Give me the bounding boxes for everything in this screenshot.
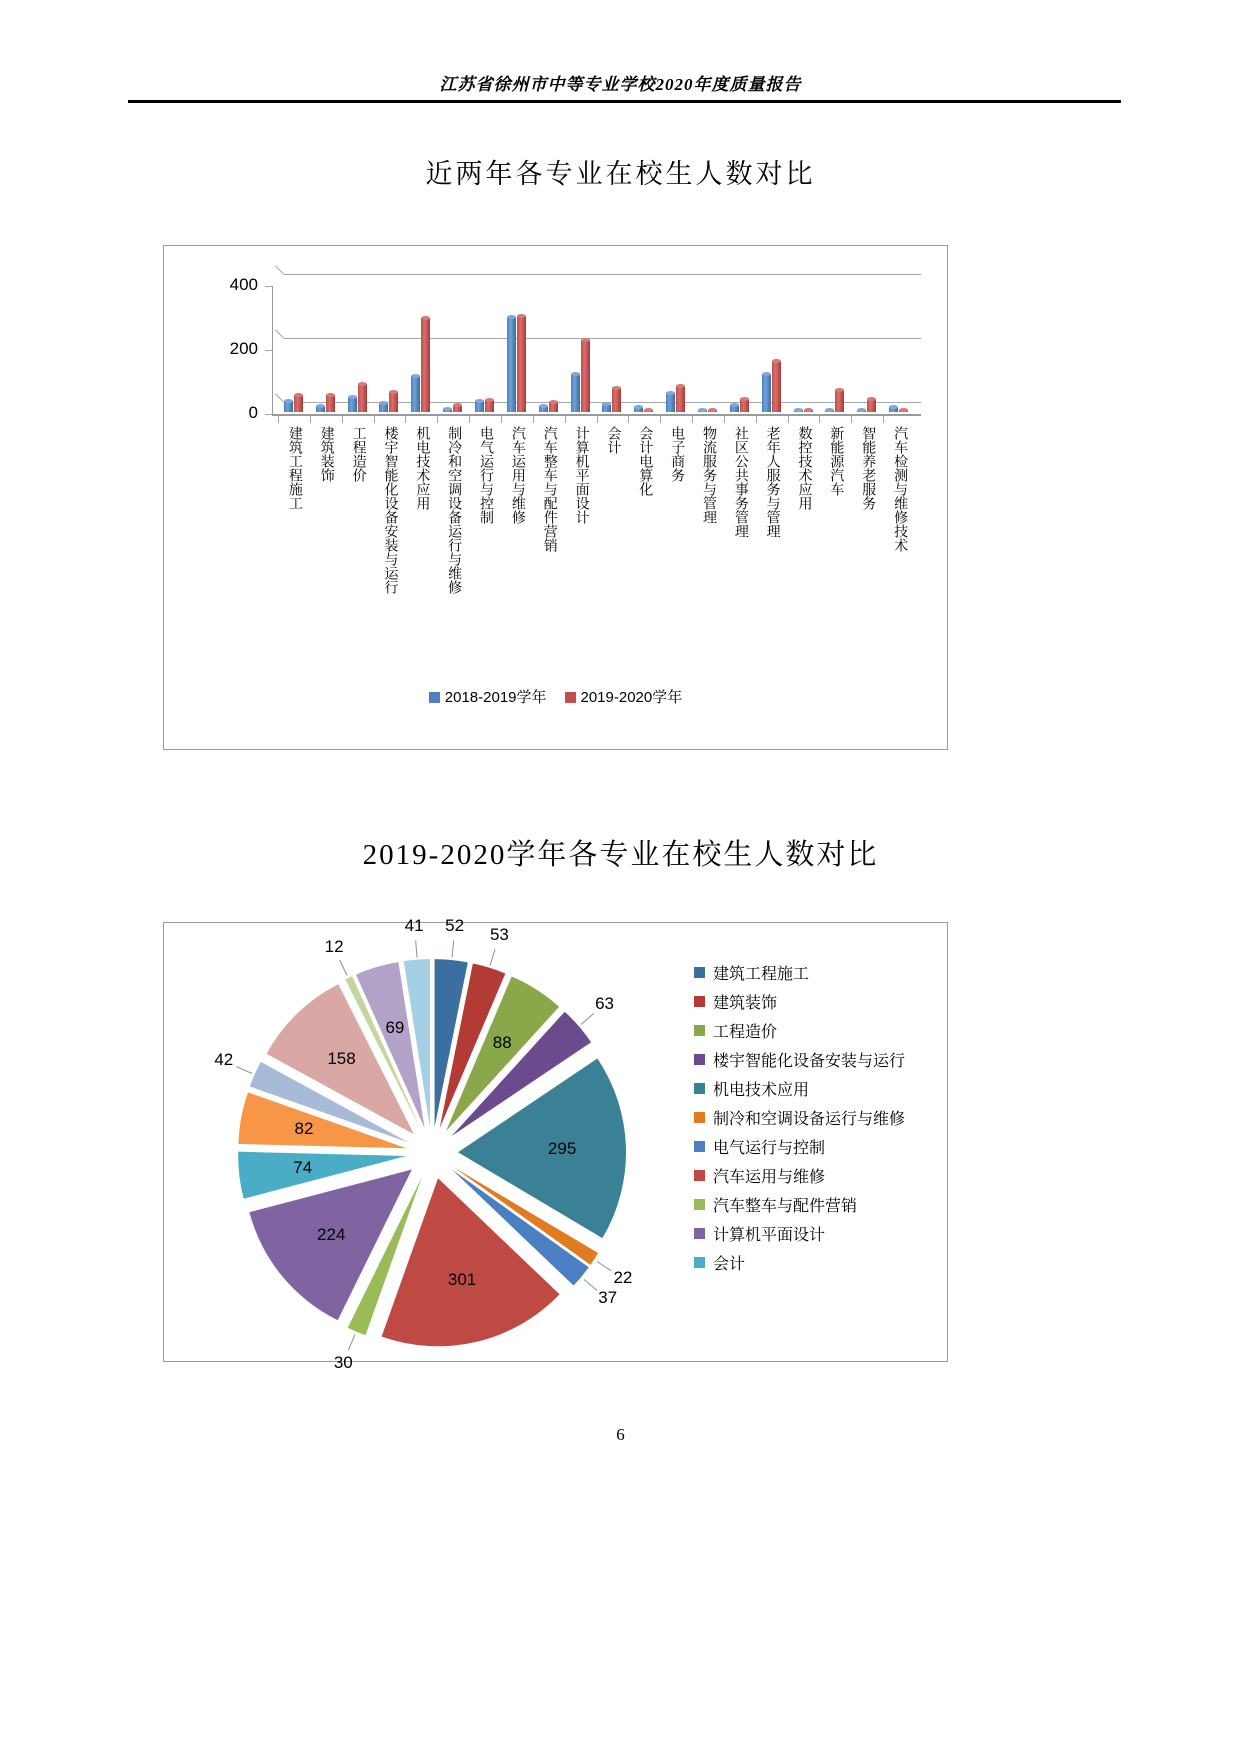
bar-chart-bar-cap: [889, 405, 898, 409]
bar-chart-axis-connector: [275, 266, 284, 275]
bar-chart-xtick: [278, 416, 279, 423]
pie-legend-item: [694, 1103, 905, 1132]
pie-data-label: 82: [294, 1119, 314, 1139]
bar-chart-bar-cap: [698, 408, 707, 412]
bar-chart-bar-cap: [294, 393, 303, 397]
bar-chart-ytick: [265, 286, 272, 287]
bar-chart-bar: [379, 403, 388, 412]
bar-chart-bar-cap: [421, 316, 430, 320]
bar-chart-legend-swatch: [429, 692, 440, 703]
pie-data-label: 12: [324, 937, 344, 957]
bar-chart-bar-cap: [411, 374, 420, 378]
bar-chart-bar: [612, 388, 621, 412]
pie-legend-swatch: [694, 996, 705, 1007]
bar-chart-bar-cap: [708, 408, 717, 412]
bar-chart-legend-item: [429, 686, 547, 707]
bar-chart-bar: [443, 409, 452, 412]
bar-chart-xtick: [533, 416, 534, 423]
bar-chart-bar-cap: [676, 384, 685, 388]
bar-chart-category-label: 老年人服务与管理: [764, 426, 780, 538]
pie-legend-item: [694, 1190, 905, 1219]
bar-chart-bar-cap: [825, 408, 834, 412]
pie-data-label: 63: [595, 993, 615, 1013]
pie-data-label: 301: [447, 1269, 477, 1289]
bar-chart-xtick: [374, 416, 375, 423]
figure1-title: 近两年各专业在校生人数对比: [425, 159, 816, 189]
pie-data-label: 295: [547, 1139, 577, 1159]
bar-chart-bar: [348, 397, 357, 412]
header-rule: [128, 100, 1121, 103]
bar-chart-category-label: 新能源汽车: [828, 426, 844, 496]
bar-chart-bar-cap: [804, 408, 813, 412]
pie-data-label: 224: [317, 1225, 346, 1245]
pie-legend-swatch: [694, 1083, 705, 1094]
bar-chart-xtick: [310, 416, 311, 423]
bar-chart-bar-cap: [762, 372, 771, 376]
pie-chart-frame: [163, 915, 948, 1373]
pie-legend-swatch: [694, 1199, 705, 1210]
bar-chart-ytick-label: 200: [229, 339, 258, 358]
bar-chart-xtick: [342, 416, 343, 423]
bar-chart-category-label: 制冷和空调设备运行与维修: [446, 426, 462, 594]
pie-legend-label: 制冷和空调设备运行与维修: [713, 1111, 906, 1128]
bar-chart-bar-cap: [507, 315, 516, 319]
bar-chart-gridline: [284, 274, 921, 275]
bar-chart-axis-connector: [275, 394, 284, 403]
bar-chart-ytick-label: 0: [248, 403, 258, 422]
pie-slice: [382, 1178, 560, 1346]
bar-chart-bar: [867, 399, 876, 412]
bar-chart-bar-cap: [475, 399, 484, 403]
bar-chart-bar: [453, 405, 462, 412]
bar-chart-category-label: 会计: [605, 426, 621, 454]
bar-chart-axis-connector: [275, 330, 284, 339]
pie-data-label: 22: [613, 1267, 633, 1287]
pie-legend-label: 汽车整车与配件营销: [713, 1198, 858, 1215]
pie-data-label: 53: [489, 925, 509, 945]
bar-chart-bar-cap: [581, 338, 590, 342]
pie-chart-legend: [694, 958, 905, 1277]
bar-chart-bar-cap: [835, 388, 844, 392]
bar-chart-bar-cap: [539, 404, 548, 408]
pie-data-label: 88: [492, 1033, 512, 1053]
bar-chart-bar: [507, 317, 516, 412]
bar-chart-bar-cap: [634, 405, 643, 409]
bar-chart-xtick: [851, 416, 852, 423]
bar-chart-bar: [539, 406, 548, 412]
pie-legend-swatch: [694, 1112, 705, 1123]
bar-chart-bar-cap: [485, 398, 494, 402]
bar-chart-bar: [698, 410, 707, 412]
bar-chart-bar-cap: [571, 372, 580, 376]
pie-legend-label: 机电技术应用: [713, 1082, 810, 1099]
bar-chart-bar-cap: [644, 408, 653, 412]
pie-data-label: 69: [385, 1018, 405, 1038]
bar-chart-bar: [825, 410, 834, 412]
bar-chart-xtick: [565, 416, 566, 423]
bar-chart-category-label: 智能养老服务: [860, 426, 876, 510]
page-number: 6: [616, 1425, 625, 1444]
bar-chart-bar: [889, 407, 898, 412]
pie-legend-swatch: [694, 1257, 705, 1268]
pie-legend-swatch: [694, 1228, 705, 1239]
bar-chart-bar: [762, 374, 771, 412]
pie-legend-item: [694, 1045, 905, 1074]
bar-chart-category-label: 建筑工程施工: [286, 426, 302, 510]
document-running-header: [0, 70, 1241, 95]
pie-legend-item: [694, 1248, 905, 1277]
bar-chart-category-label: 楼宇智能化设备安装与运行: [382, 426, 398, 594]
pie-legend-label: 电气运行与控制: [713, 1140, 826, 1157]
pie-legend-swatch: [694, 967, 705, 978]
bar-chart-bar: [857, 410, 866, 412]
pie-legend-label: 楼宇智能化设备安装与运行: [713, 1053, 906, 1070]
bar-chart-bar-cap: [730, 403, 739, 407]
bar-chart-xtick: [819, 416, 820, 423]
pie-legend-swatch: [694, 1025, 705, 1036]
bar-chart-xtick: [597, 416, 598, 423]
pie-legend-swatch: [694, 1054, 705, 1065]
bar-chart-legend-swatch: [565, 692, 576, 703]
bar-chart-bar: [389, 392, 398, 412]
pie-legend-item: [694, 1132, 905, 1161]
bar-chart-bar-cap: [517, 314, 526, 318]
bar-chart-bar-cap: [348, 395, 357, 399]
pie-legend-label: 计算机平面设计: [713, 1227, 826, 1244]
bar-chart-category-label: 会计电算化: [637, 426, 653, 496]
bar-chart-category-label: 计算机平面设计: [573, 426, 589, 524]
bar-chart-xtick: [756, 416, 757, 423]
pie-legend-label: 会计: [713, 1256, 746, 1273]
pie-legend-item: [694, 958, 905, 987]
bar-chart-ytick-label: 400: [229, 275, 258, 294]
bar-chart-xtick: [692, 416, 693, 423]
bar-chart-category-label: 工程造价: [350, 426, 366, 482]
bar-chart-bar: [475, 401, 484, 412]
bar-chart-bar: [794, 410, 803, 412]
bar-chart-bar-cap: [612, 386, 621, 390]
pie-legend-label: 汽车运用与维修: [713, 1169, 826, 1186]
bar-chart-legend: [164, 686, 947, 707]
bar-chart-frame: [163, 245, 948, 750]
pie-legend-label: 建筑装饰: [713, 995, 778, 1012]
bar-chart-category-label: 物流服务与管理: [700, 426, 716, 524]
pie-data-label: 158: [327, 1049, 356, 1069]
bar-chart-bar-cap: [443, 407, 452, 411]
bar-chart-xtick: [660, 416, 661, 423]
bar-chart-ytick: [265, 350, 272, 351]
bar-chart-bar-cap: [453, 403, 462, 407]
bar-chart-gridline: [284, 338, 921, 339]
pie-data-label: 74: [293, 1158, 313, 1178]
pie-legend-item: [694, 1161, 905, 1190]
bar-chart-category-label: 电气运行与控制: [478, 426, 494, 524]
bar-chart-bar-cap: [772, 359, 781, 363]
bar-chart-bar: [666, 393, 675, 412]
bar-chart-bar-cap: [284, 399, 293, 403]
bar-chart-bar-cap: [379, 401, 388, 405]
bar-chart-xtick: [469, 416, 470, 423]
bar-chart-legend-label: 2018-2019学年: [444, 689, 547, 706]
bar-chart-y-axis: [272, 286, 273, 414]
pie-legend-label: 工程造价: [713, 1024, 778, 1041]
bar-chart-xtick: [405, 416, 406, 423]
bar-chart-bar: [899, 410, 908, 412]
bar-chart-bar: [284, 401, 293, 412]
pie-legend-swatch: [694, 1170, 705, 1181]
bar-chart-bar-cap: [857, 408, 866, 412]
bar-chart-xtick: [788, 416, 789, 423]
bar-chart-xtick: [628, 416, 629, 423]
bar-chart-category-label: 汽车检测与维修技术: [892, 426, 908, 552]
bar-chart-bar-cap: [867, 397, 876, 401]
bar-chart-bar: [602, 404, 611, 412]
bar-chart-bar: [740, 399, 749, 412]
pie-data-label: 41: [404, 915, 424, 935]
bar-chart-bar-cap: [549, 400, 558, 404]
pie-legend-swatch: [694, 1141, 705, 1152]
bar-chart-legend-label: 2019-2020学年: [580, 689, 683, 706]
pie-data-label: 52: [445, 916, 465, 936]
bar-chart-bar-cap: [316, 404, 325, 408]
bar-chart-ytick: [265, 414, 272, 415]
bar-chart-bar: [772, 361, 781, 412]
bar-chart-bar-cap: [666, 391, 675, 395]
bar-chart-bar-cap: [794, 408, 803, 412]
pie-legend-item: [694, 1074, 905, 1103]
bar-chart-bar: [804, 410, 813, 412]
pie-legend-label: 建筑工程施工: [713, 966, 810, 983]
bar-chart-bar: [581, 340, 590, 412]
bar-chart-bar-cap: [326, 393, 335, 397]
bar-chart-bar-cap: [899, 408, 908, 412]
bar-chart-bar: [358, 384, 367, 412]
bar-chart-xtick: [883, 416, 884, 423]
pie-legend-item: [694, 1016, 905, 1045]
bar-chart-bar-cap: [358, 382, 367, 386]
bar-chart-category-label: 汽车整车与配件营销: [541, 426, 557, 552]
bar-chart-category-label: 建筑装饰: [318, 426, 334, 482]
bar-chart-legend-item: [565, 686, 683, 707]
bar-chart-bar: [485, 400, 494, 412]
bar-chart-xtick: [437, 416, 438, 423]
bar-chart-bar: [549, 402, 558, 412]
bar-chart-bar: [571, 374, 580, 412]
bar-chart-bar-cap: [389, 390, 398, 394]
bar-chart-bar: [421, 318, 430, 412]
bar-chart-plot-area: [164, 246, 947, 749]
bar-chart-bar: [294, 395, 303, 412]
figure2-title: 2019-2020学年各专业在校生人数对比: [362, 839, 879, 871]
bar-chart-xtick: [501, 416, 502, 423]
bar-chart-category-label: 机电技术应用: [414, 426, 430, 510]
bar-chart-bar: [644, 410, 653, 412]
bar-chart-xtick: [724, 416, 725, 423]
bar-chart-bar: [676, 386, 685, 412]
bar-chart-bar-cap: [602, 402, 611, 406]
bar-chart-bar: [708, 410, 717, 412]
bar-chart-bar: [835, 390, 844, 412]
pie-data-label: 42: [214, 1050, 234, 1070]
bar-chart-category-label: 数控技术应用: [796, 426, 812, 510]
pie-data-label: 30: [333, 1353, 353, 1373]
pie-data-label: 37: [598, 1288, 618, 1308]
bar-chart-bar: [326, 395, 335, 412]
bar-chart-bar-cap: [740, 397, 749, 401]
bar-chart-bar: [411, 376, 420, 412]
pie-legend-item: [694, 1219, 905, 1248]
bar-chart-bar: [730, 405, 739, 412]
bar-chart-bar: [517, 316, 526, 412]
bar-chart-category-label: 社区公共事务管理: [732, 426, 748, 538]
bar-chart-bar: [316, 406, 325, 412]
pie-legend-item: [694, 987, 905, 1016]
bar-chart-bar: [634, 407, 643, 412]
bar-chart-category-label: 电子商务: [669, 426, 685, 482]
header-title: 江苏省徐州市中等专业学校2020年度质量报告: [439, 75, 802, 94]
bar-chart-category-label: 汽车运用与维修: [509, 426, 525, 524]
